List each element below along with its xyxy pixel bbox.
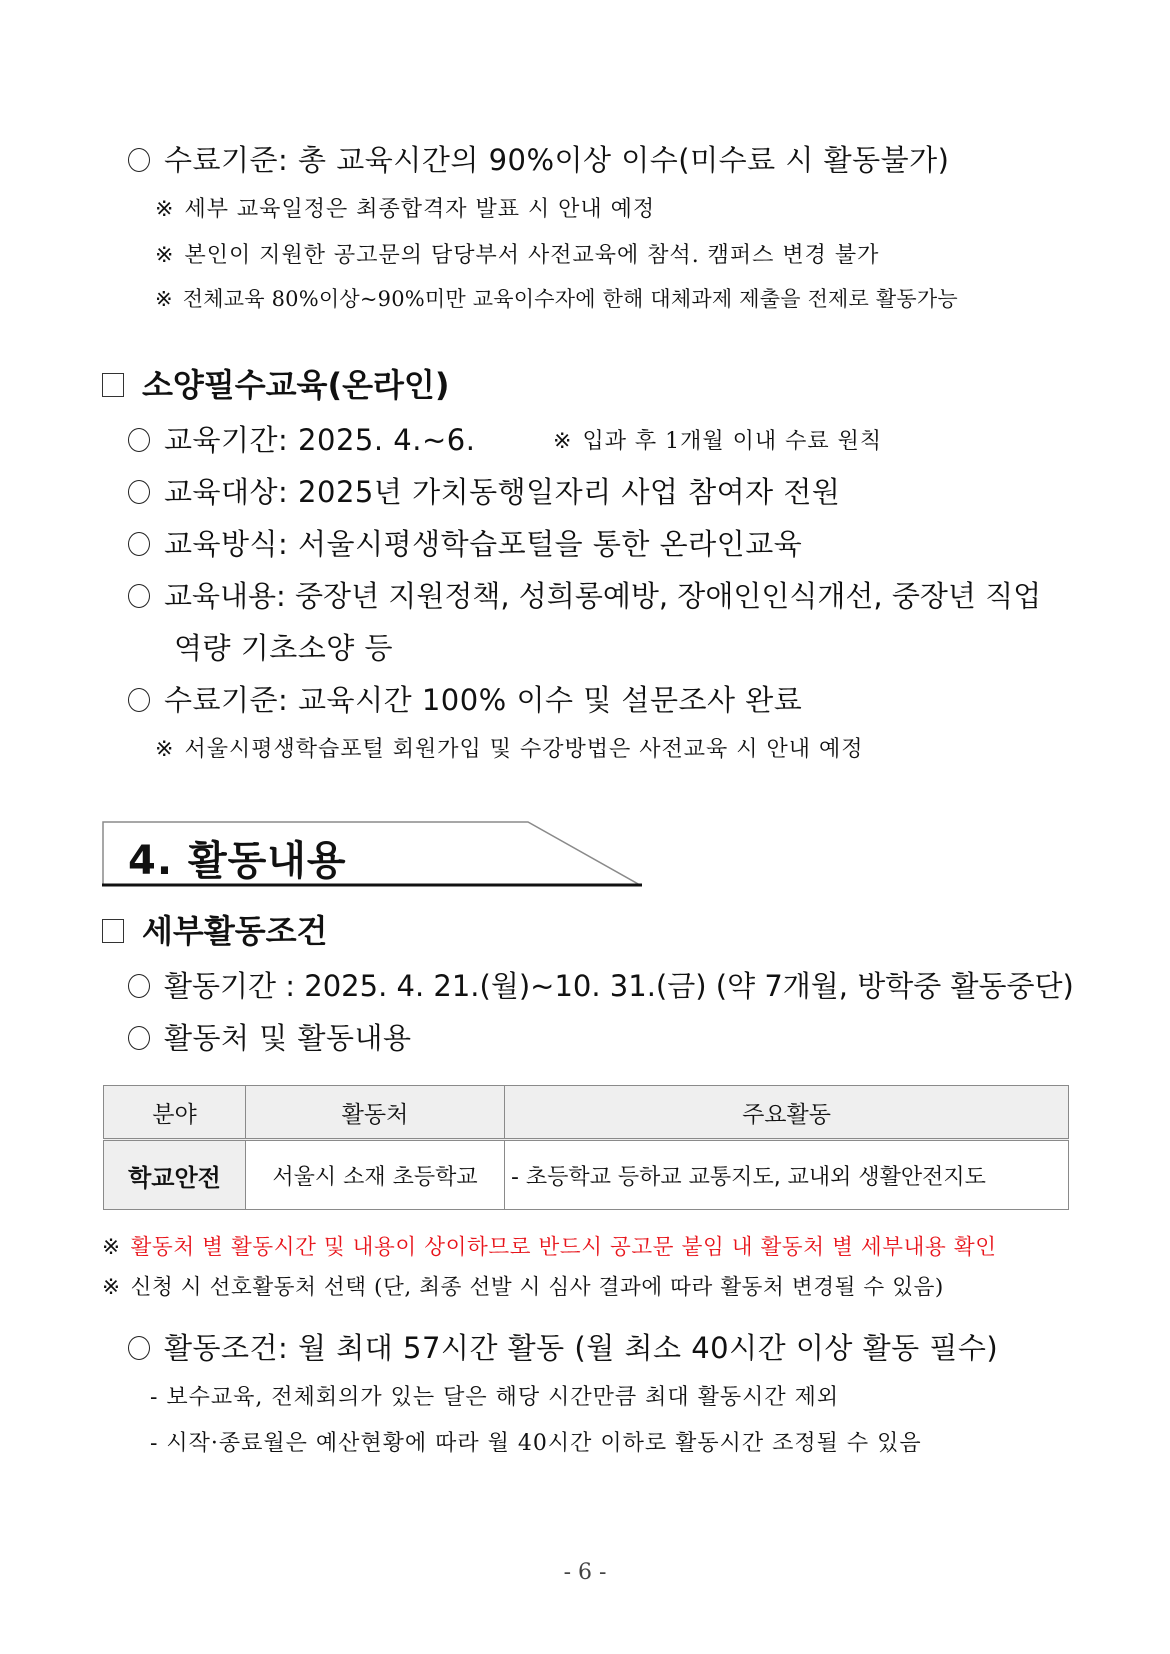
online-edu-note: ※ 서울시평생학습포털 회원가입 및 수강방법은 사전교육 시 안내 예정 [155,737,864,762]
reference-mark-icon: ※ [155,197,175,222]
section-title: 4. 활동내용 [128,838,347,884]
circle-bullet-icon [128,688,150,712]
circle-bullet-icon [128,480,150,504]
note-schedule: ※ 세부 교육일정은 최종합격자 발표 시 안내 예정 [155,197,656,222]
circle-bullet-icon [128,148,150,172]
cell-place: 서울시 소재 초등학교 [246,1140,505,1210]
online-edu-content: 교육내용: 중장년 지원정책, 성희롱예방, 장애인인식개선, 중장년 직업 [128,574,1041,615]
circle-bullet-icon [128,428,150,452]
reference-mark-icon: ※ [102,1235,121,1260]
cell-activity: - 초등학교 등하교 교통지도, 교내외 생활안전지도 [505,1140,1069,1210]
circle-bullet-icon [128,1026,150,1050]
reference-mark-icon: ※ [102,1275,121,1300]
circle-bullet-icon [128,584,150,608]
activity-period: 활동기간 : 2025. 4. 21.(월)~10. 31.(금) (약 7개월, 방학중 활동중단) [128,964,1074,1005]
online-edu-target: 교육대상: 2025년 가치동행일자리 사업 참여자 전원 [128,470,840,511]
circle-bullet-icon [128,1336,150,1360]
completion-criteria: 수료기준: 총 교육시간의 90%이상 이수(미수료 시 활동불가) [128,138,949,179]
col-header-place: 활동처 [246,1086,505,1140]
note-apply: ※ 신청 시 선호활동처 선택 (단, 최종 선발 시 심사 결과에 따라 활동처 변경될 수 있음) [102,1275,944,1300]
condition-item: - 보수교육, 전체회의가 있는 달은 해당 시간만큼 최대 활동시간 제외 [150,1385,840,1410]
condition-item: - 시작·종료월은 예산현황에 따라 월 40시간 이하로 활동시간 조정될 수 있음 [150,1431,922,1456]
note-substitute: ※ 전체교육 80%이상~90%미만 교육이수자에 한해 대체과제 제출을 전제로 활동가능 [155,287,958,311]
page-number: - 6 - [563,1560,607,1585]
online-edu-period: 교육기간: 2025. 4.~6. [128,418,475,459]
detail-conditions-heading: 세부활동조건 [102,906,327,952]
activity-table [103,1085,1069,1210]
square-bullet-icon [102,919,124,943]
cell-field: 학교안전 [104,1140,246,1210]
online-edu-content-cont: 역량 기초소양 등 [174,631,394,665]
reference-mark-icon: ※ [155,243,175,268]
col-header-field: 분야 [104,1086,246,1140]
online-edu-period-note: ※ 입과 후 1개월 이내 수료 원칙 [553,429,883,454]
reference-mark-icon: ※ [553,429,573,454]
online-edu-completion: 수료기준: 교육시간 100% 이수 및 설문조사 완료 [128,678,802,719]
online-edu-heading: 소양필수교육(온라인) [102,360,449,406]
col-header-activity: 주요활동 [505,1086,1069,1140]
table-row [104,1140,1069,1210]
table-header-row [104,1086,1069,1140]
circle-bullet-icon [128,974,150,998]
activity-conditions: 활동조건: 월 최대 57시간 활동 (월 최소 40시간 이상 활동 필수) [128,1326,998,1367]
online-edu-method: 교육방식: 서울시평생학습포털을 통한 온라인교육 [128,522,802,563]
circle-bullet-icon [128,532,150,556]
reference-mark-icon: ※ [155,287,173,311]
note-red: ※ 활동처 별 활동시간 및 내용이 상이하므로 반드시 공고문 붙임 내 활동처 별 세부내용 확인 [102,1235,997,1260]
activity-places-heading: 활동처 및 활동내용 [128,1016,412,1057]
section-header [102,821,642,887]
square-bullet-icon [102,373,124,397]
note-department: ※ 본인이 지원한 공고문의 담당부서 사전교육에 참석. 캠퍼스 변경 불가 [155,243,880,268]
reference-mark-icon: ※ [155,737,175,762]
